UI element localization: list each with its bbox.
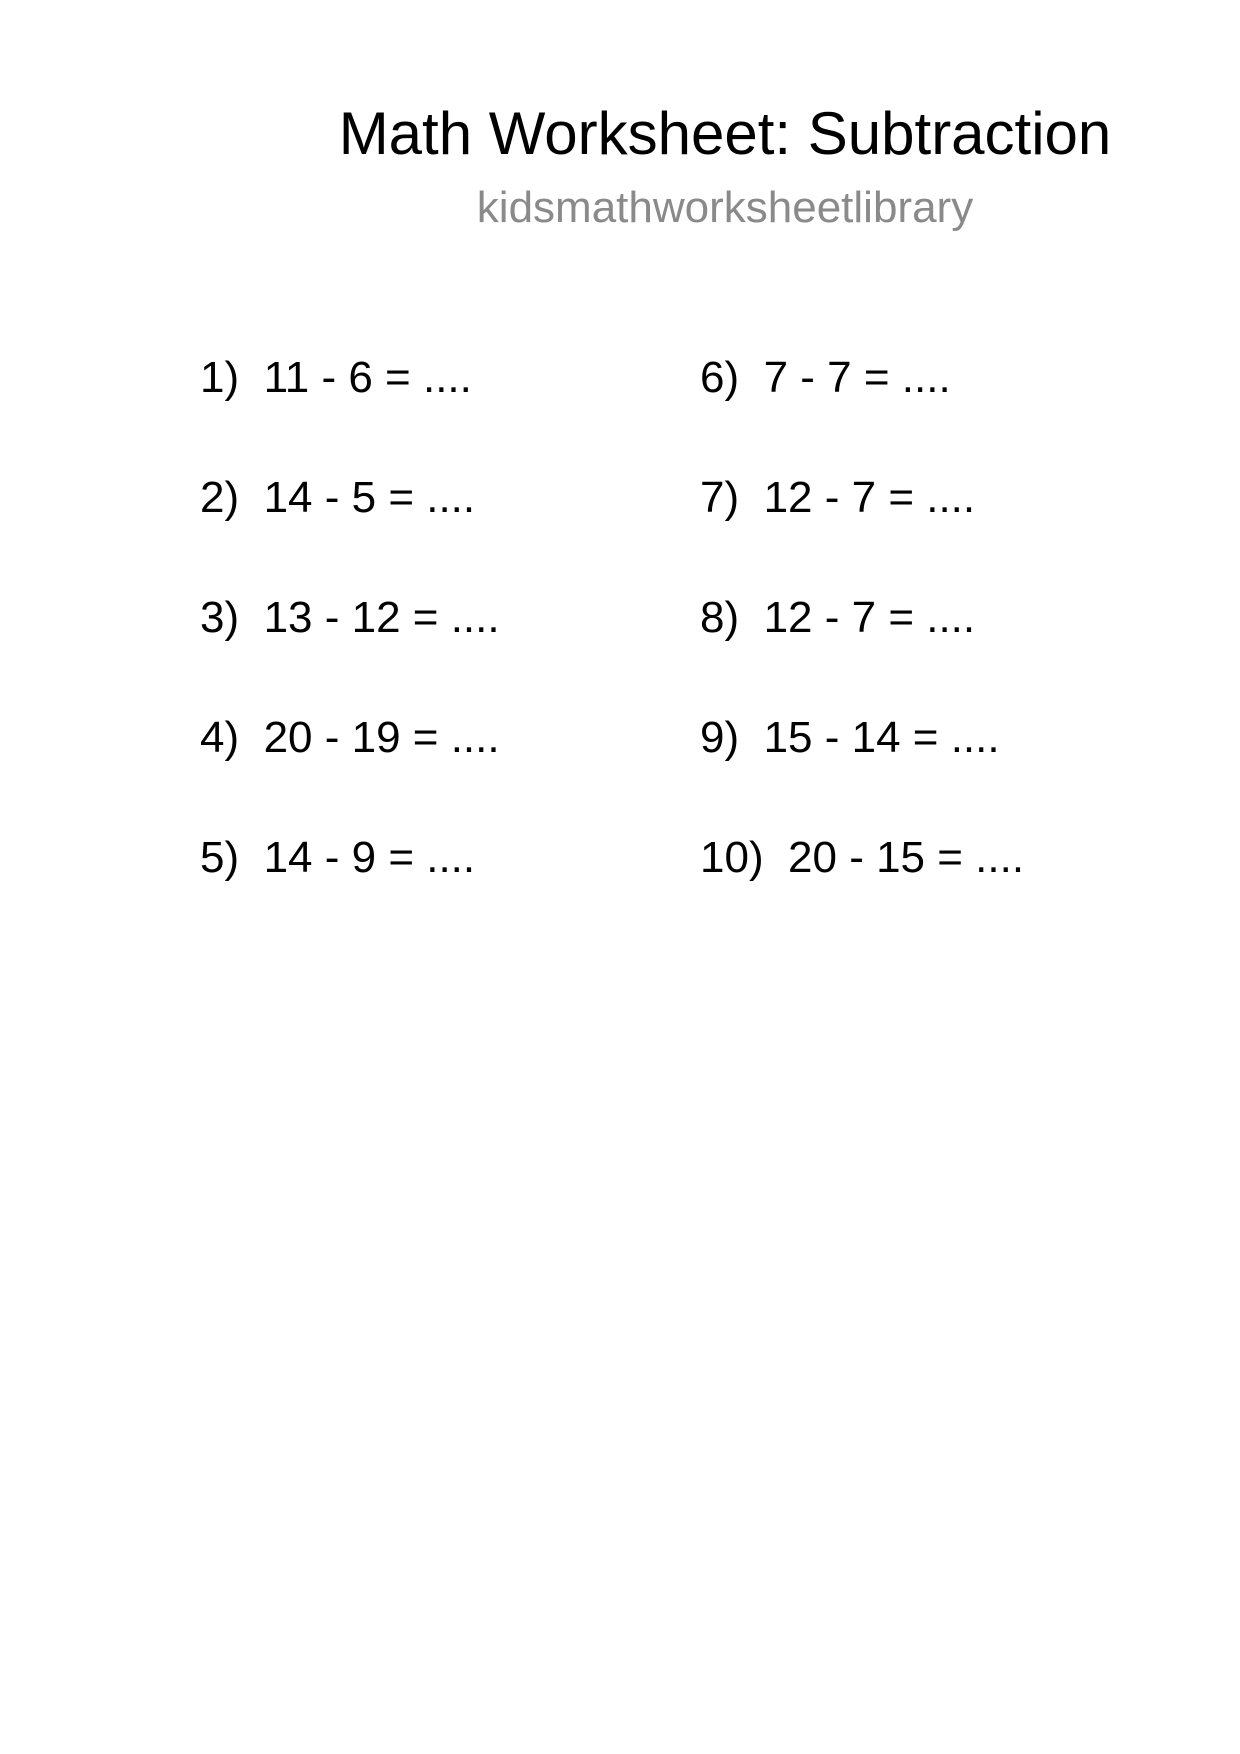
problem-item bbox=[700, 828, 1024, 948]
problem-expression: 11 - 6 = .... bbox=[263, 353, 472, 402]
page-title: Math Worksheet: Subtraction bbox=[338, 100, 1112, 167]
problem-expression: 7 - 7 = .... bbox=[763, 353, 951, 402]
problem-number: 8) bbox=[700, 593, 740, 642]
problem-item bbox=[200, 588, 500, 708]
problems-column-right bbox=[700, 348, 1024, 948]
problem-expression: 14 - 5 = .... bbox=[263, 473, 476, 522]
problem-item bbox=[700, 348, 1024, 468]
problem-expression: 20 - 15 = .... bbox=[788, 833, 1025, 882]
problem-item bbox=[700, 588, 1024, 708]
page-subtitle: kidsmathworksheetlibrary bbox=[476, 183, 974, 232]
problem-number: 5) bbox=[200, 833, 240, 882]
problem-number: 6) bbox=[700, 353, 740, 402]
problem-expression: 20 - 19 = .... bbox=[263, 713, 500, 762]
problem-expression: 15 - 14 = .... bbox=[763, 713, 1000, 762]
problem-number: 10) bbox=[700, 833, 764, 882]
problem-item bbox=[700, 708, 1024, 828]
problem-number: 9) bbox=[700, 713, 740, 762]
problem-number: 4) bbox=[200, 713, 240, 762]
problem-item bbox=[700, 468, 1024, 588]
problem-expression: 12 - 7 = .... bbox=[763, 473, 976, 522]
problems-column-left bbox=[200, 348, 500, 948]
problem-number: 2) bbox=[200, 473, 240, 522]
problem-item bbox=[200, 348, 500, 468]
problem-expression: 13 - 12 = .... bbox=[263, 593, 500, 642]
problem-item bbox=[200, 468, 500, 588]
problem-number: 7) bbox=[700, 473, 740, 522]
problem-expression: 12 - 7 = .... bbox=[763, 593, 976, 642]
problem-expression: 14 - 9 = .... bbox=[263, 833, 476, 882]
problem-item bbox=[200, 708, 500, 828]
problem-number: 1) bbox=[200, 353, 240, 402]
problem-number: 3) bbox=[200, 593, 240, 642]
problem-item bbox=[200, 828, 500, 948]
